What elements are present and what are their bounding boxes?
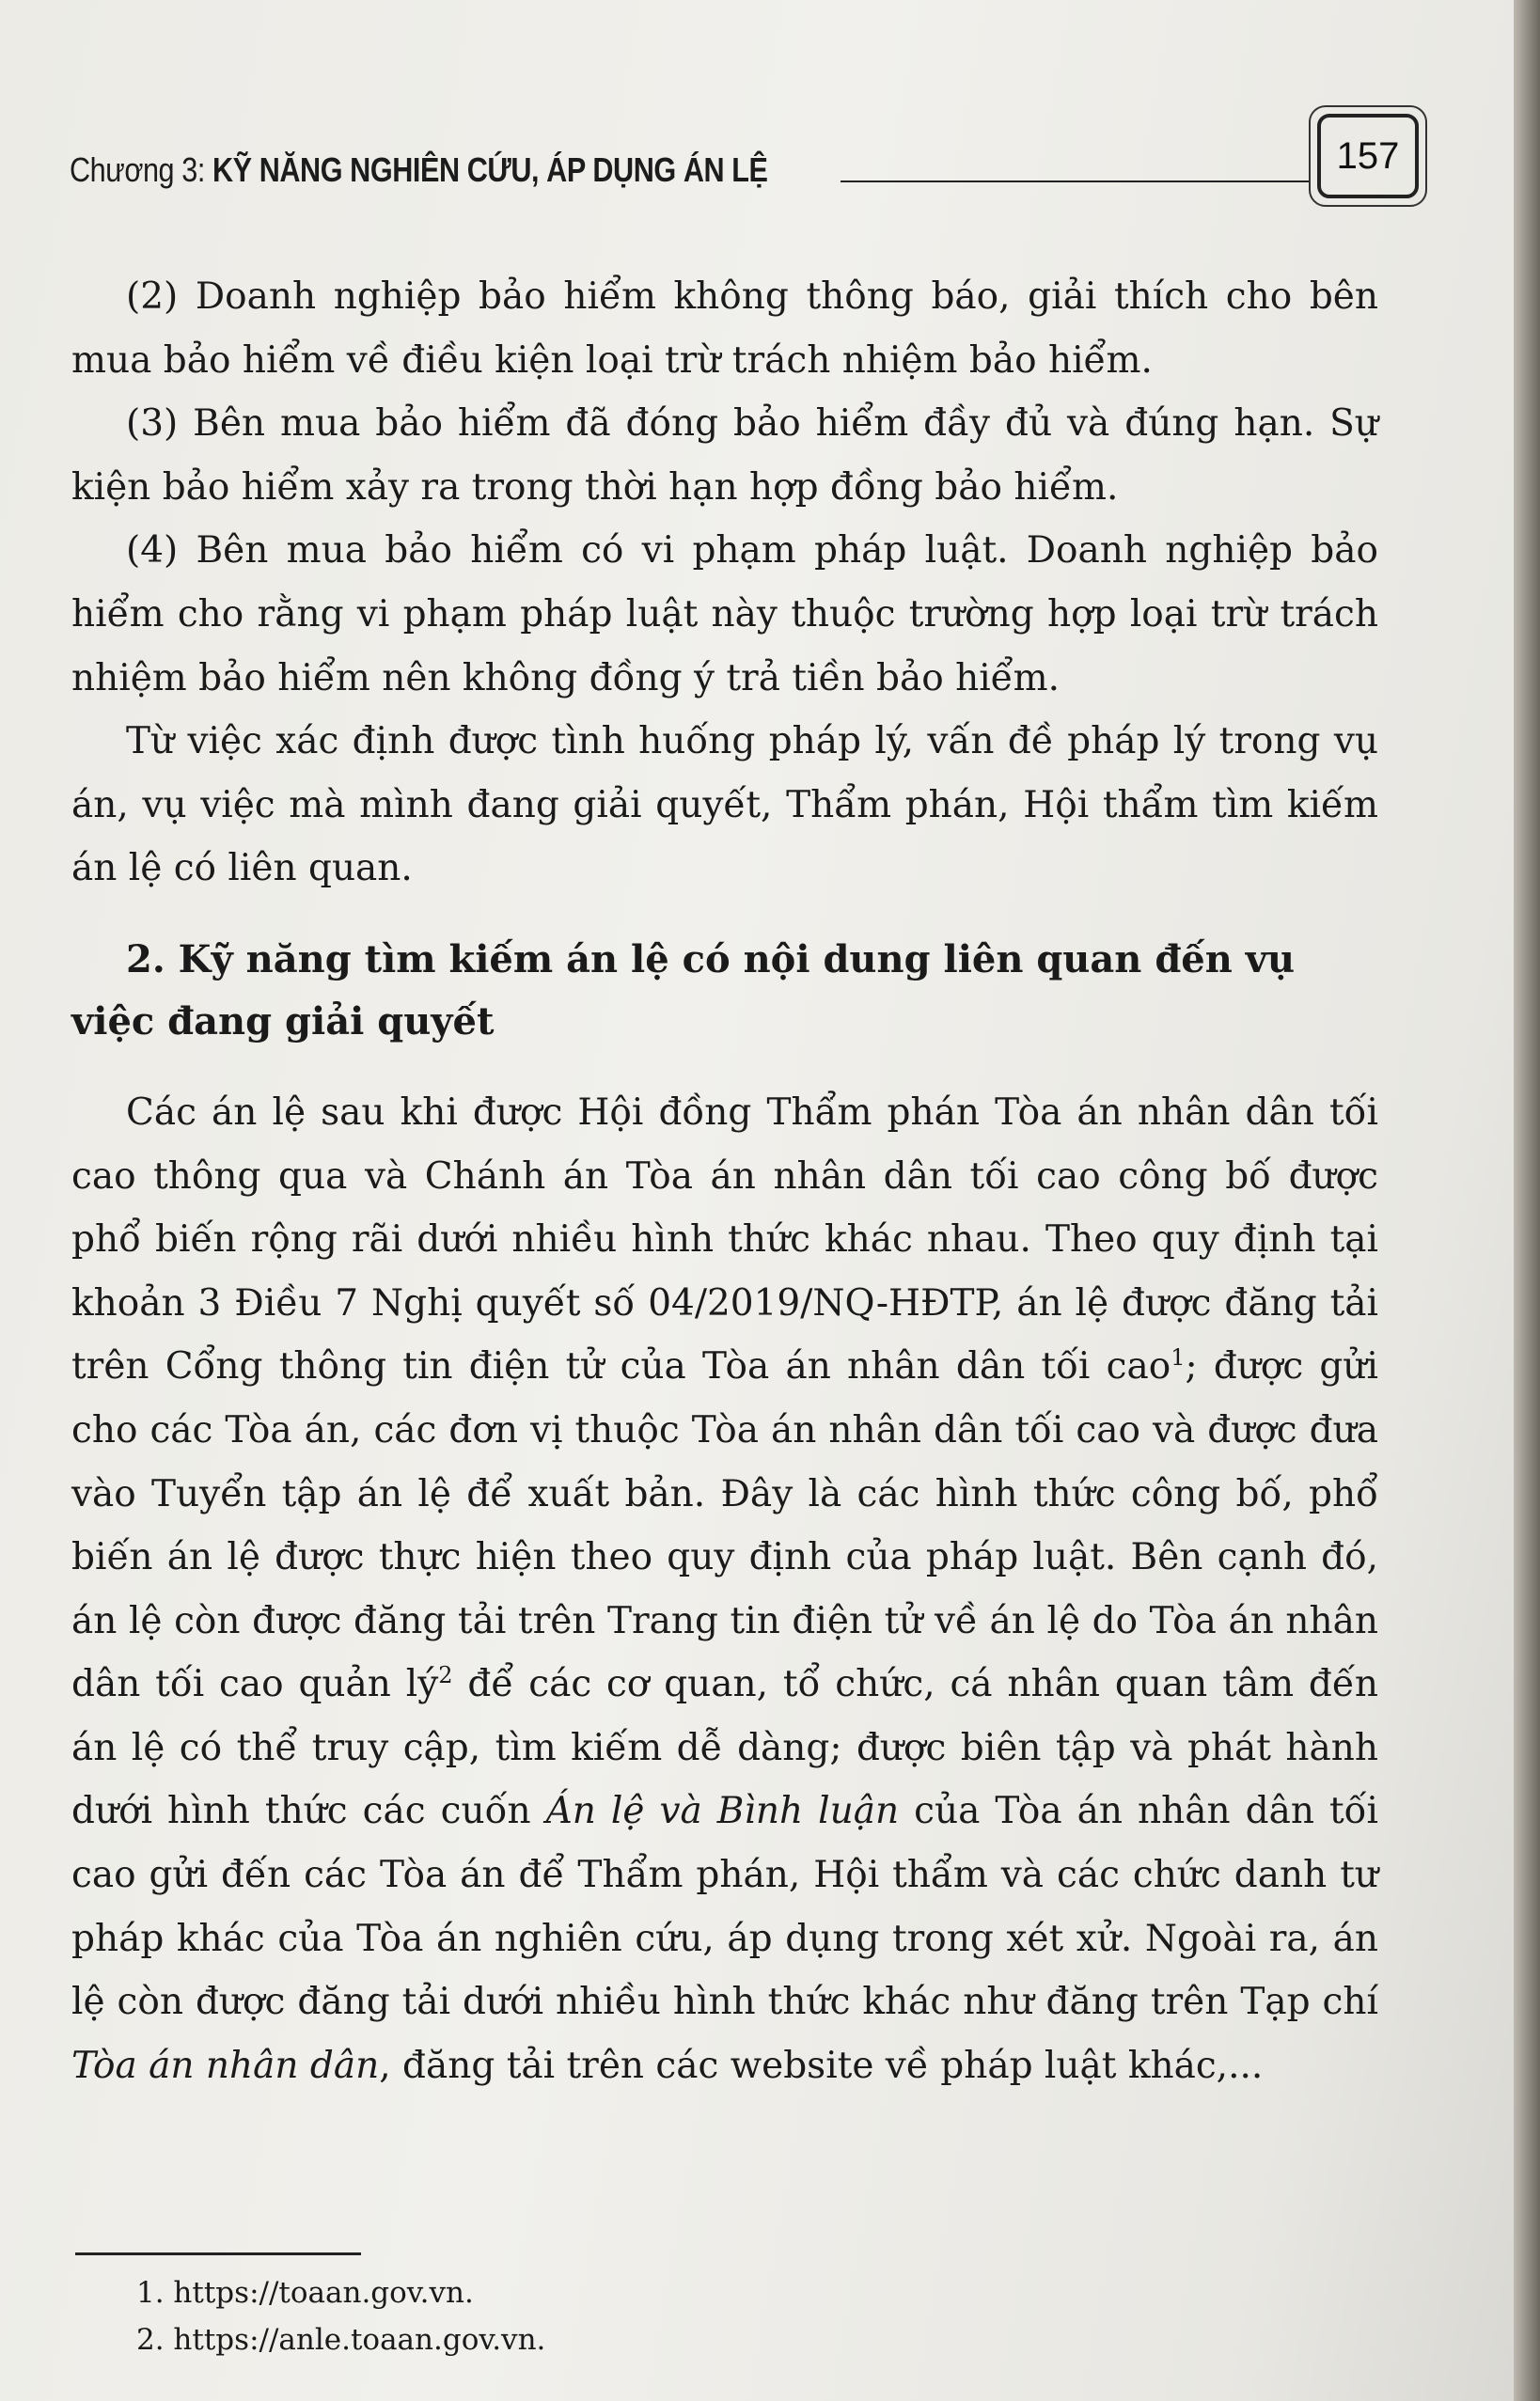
header-rule: [841, 180, 1311, 182]
body-text: [71, 265, 1378, 2097]
main-text-2: ; được gửi cho các Tòa án, các đơn vị thuộc Tòa án nhân dân tối cao và được đưa vào Tuyển tập án lệ để xuất bản. Đây là các hình thức công bố, phổ biến án lệ được thực hiện theo quy định của pháp luật. Bên cạnh đó, án lệ còn được đăng tải trên Trang tin điện tử về án lệ do Tòa án nhân dân tối cao quản lý: [71, 1345, 1378, 1706]
footnote-rule: [75, 2252, 361, 2255]
page-number-box: [1309, 105, 1427, 207]
section-heading: 2. Kỹ năng tìm kiếm án lệ có nội dung liên quan đến vụ việc đang giải quyết: [71, 936, 1296, 1044]
chapter-name: KỸ NĂNG NGHIÊN CỨU, ÁP DỤNG ÁN LỆ: [212, 150, 768, 189]
italic-title-1: Án lệ và Bình luận: [545, 1790, 900, 1833]
footnotes: [136, 2269, 545, 2363]
footnote-ref-1: 1: [1171, 1344, 1186, 1372]
footnote-1: 1. https://toaan.gov.vn.: [136, 2276, 474, 2310]
footnote-2: 2. https://anle.toaan.gov.vn.: [136, 2323, 546, 2357]
list-item-3: (3) Bên mua bảo hiểm đã đóng bảo hiểm đầy đủ và đúng hạn. Sự kiện bảo hiểm xảy ra trong thời hạn hợp đồng bảo hiểm.: [71, 402, 1378, 509]
main-text-1: Các án lệ sau khi được Hội đồng Thẩm phán Tòa án nhân dân tối cao thông qua và Chánh án Tòa án nhân dân tối cao công bố được phổ biến rộng rãi dưới nhiều hình thức khác nhau. Theo quy định tại khoản 3 Điều 7 Nghị quyết số 04/2019/NQ-HĐTP, án lệ được đăng tải trên Cổng thông tin điện tử của Tòa án nhân dân tối cao: [71, 1091, 1378, 1389]
main-text-4: của Tòa án nhân dân tối cao gửi đến các Tòa án để Thẩm phán, Hội thẩm và các chức danh tư pháp khác của Tòa án nghiên cứu, áp dụng trong xét xử. Ngoài ra, án lệ còn được đăng tải dưới nhiều hình thức khác như đăng trên Tạp chí: [71, 1790, 1378, 2024]
main-text-3: để các cơ quan, tổ chức, cá nhân quan tâm đến án lệ có thể truy cập, tìm kiếm dễ dàng; được biên tập và phát hành dưới hình thức các cuốn: [71, 1663, 1378, 1833]
running-header: [70, 105, 1400, 209]
chapter-title: [70, 150, 768, 190]
page-number: 157: [1317, 114, 1419, 198]
list-item-4: (4) Bên mua bảo hiểm có vi phạm pháp luật. Doanh nghiệp bảo hiểm cho rằng vi phạm pháp luật này thuộc trường hợp loại trừ trách nhiệm bảo hiểm nên không đồng ý trả tiền bảo hiểm.: [71, 529, 1378, 699]
intro-paragraph: Từ việc xác định được tình huống pháp lý, vấn đề pháp lý trong vụ án, vụ việc mà mình đang giải quyết, Thẩm phán, Hội thẩm tìm kiếm án lệ có liên quan.: [71, 720, 1378, 890]
chapter-prefix: Chương 3:: [70, 150, 212, 189]
main-text-5: , đăng tải trên các website về pháp luật khác,...: [379, 2044, 1264, 2087]
main-paragraph: [71, 1081, 1378, 2098]
footnote-ref-2: 2: [438, 1662, 453, 1689]
page-edge: [1514, 0, 1540, 2401]
italic-title-2: Tòa án nhân dân: [71, 2044, 380, 2087]
list-item-2: (2) Doanh nghiệp bảo hiểm không thông báo, giải thích cho bên mua bảo hiểm về điều kiện loại trừ trách nhiệm bảo hiểm.: [71, 275, 1378, 382]
